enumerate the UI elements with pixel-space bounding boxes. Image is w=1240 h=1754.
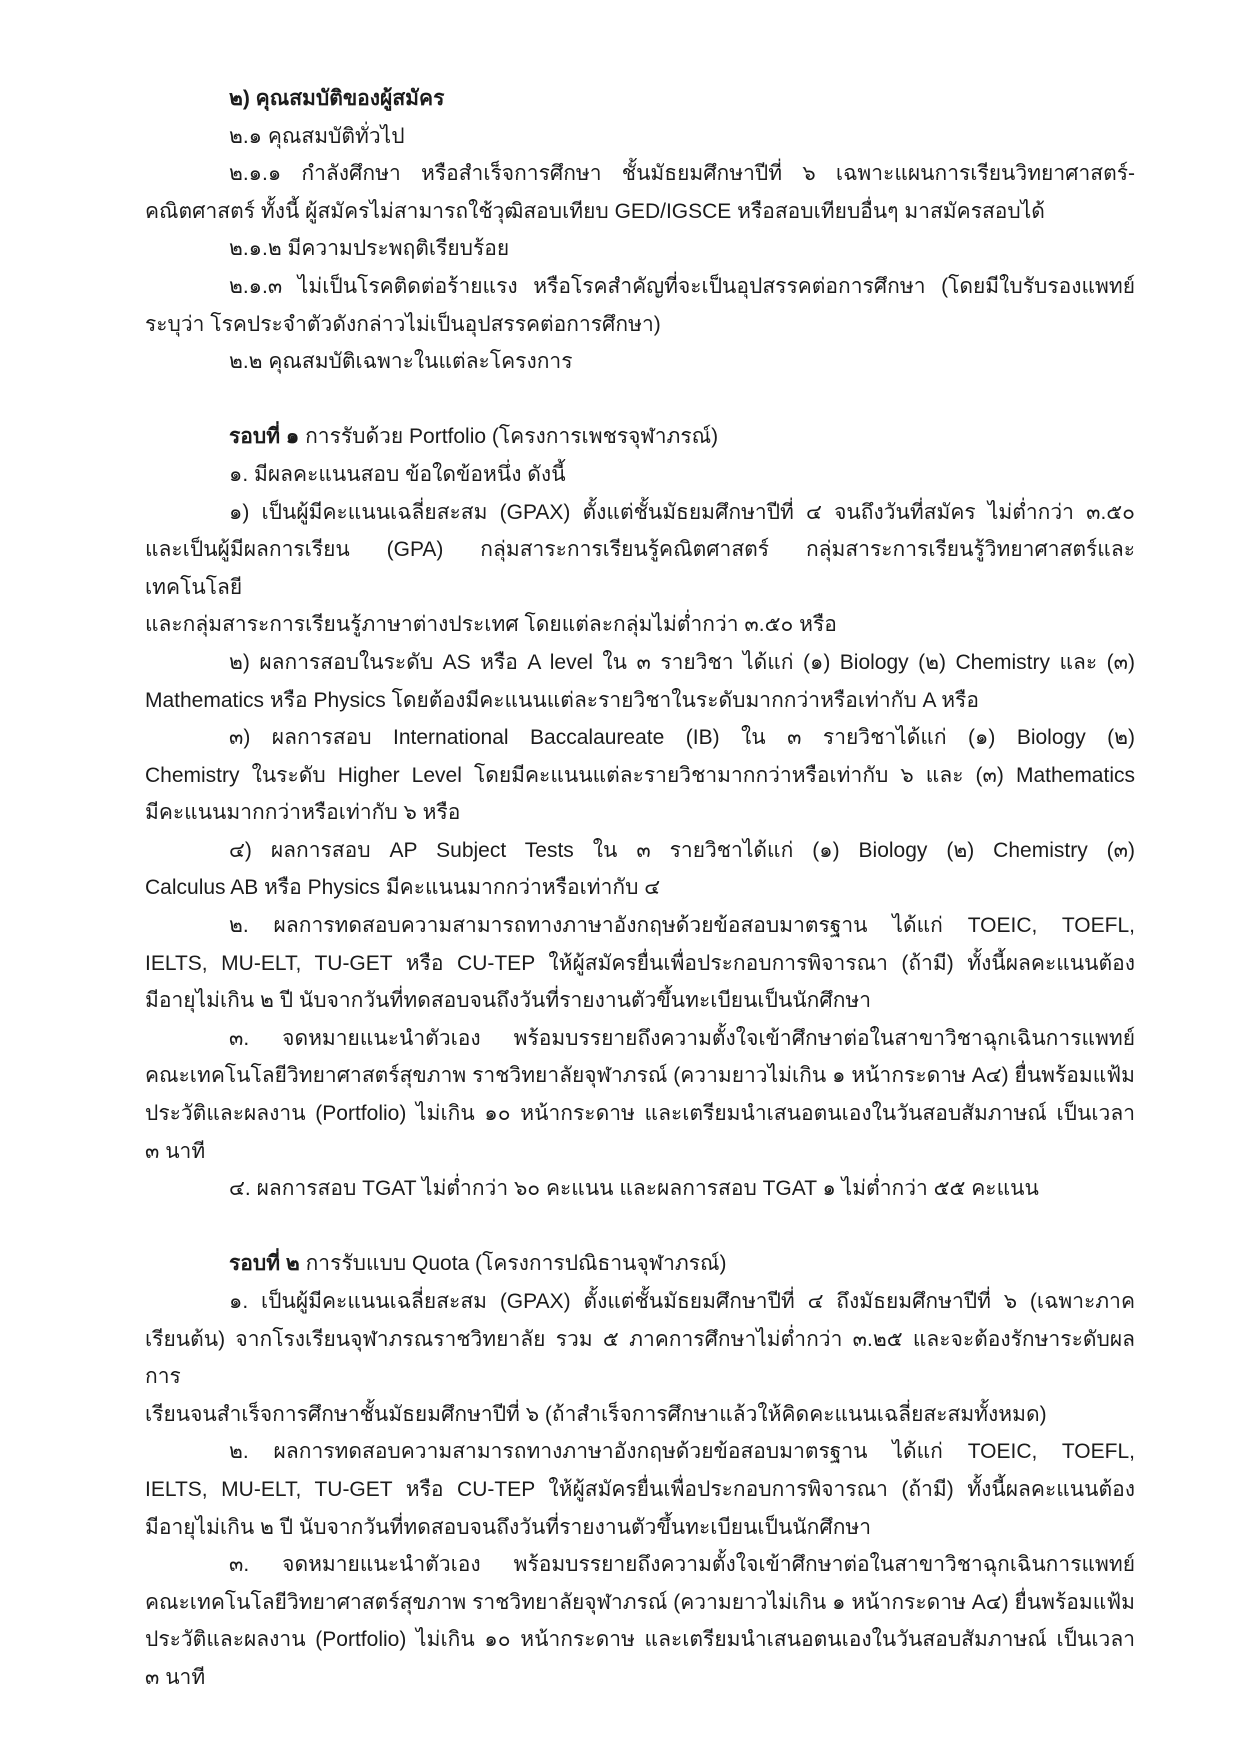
text-line: IELTS, MU-ELT, TU-GET หรือ CU-TEP ให้ผู้สมัครยื่นเพื่อประกอบการพิจารณา (ถ้ามี) ทั้งนี้ผลคะแนนต้อง [145,1477,1135,1501]
blank-line [145,1208,1135,1246]
text-line: มีคะแนนมากกว่าหรือเท่ากับ ๖ หรือ [145,801,461,825]
text-line: ประวัติและผลงาน (Portfolio) ไม่เกิน ๑๐ หน้ากระดาษ และเตรียมนำเสนอตนเองในวันสอบสัมภาษณ์ เป็นเวลา [145,1102,1135,1126]
text-line: Chemistry ในระดับ Higher Level โดยมีคะแนนแต่ละรายวิชามากกว่าหรือเท่ากับ ๖ และ (๓) Mathematics [145,763,1135,787]
text-line: คณะเทคโนโลยีวิทยาศาสตร์สุขภาพ ราชวิทยาลัยจุฬาภรณ์ (ความยาวไม่เกิน ๑ หน้ากระดาษ A๔) ยื่นพร้อมแฟ้ม [145,1590,1135,1614]
text-line: IELTS, MU-ELT, TU-GET หรือ CU-TEP ให้ผู้สมัครยื่นเพื่อประกอบการพิจารณา (ถ้ามี) ทั้งนี้ผลคะแนนต้อง [145,951,1135,975]
text-line: และเป็นผู้มีผลการเรียน (GPA) กลุ่มสาระการเรียนรู้คณิตศาสตร์ กลุ่มสาระการเรียนรู้วิทยาศาสตร์และเทคโนโลยี [145,538,1135,599]
line-text: การรับแบบ Quota (โครงการปณิธานจุฬาภรณ์) [299,1252,727,1276]
text-line: ๑) เป็นผู้มีคะแนนเฉลี่ยสะสม (GPAX) ตั้งแต่ชั้นมัธยมศึกษาปีที่ ๔ จนถึงวันที่สมัคร ไม่ต่ำกว่า ๓.๕๐ [229,500,1135,524]
text-line: ๓. จดหมายแนะนำตัวเอง พร้อมบรรยายถึงความตั้งใจเข้าศึกษาต่อในสาขาวิชาฉุกเฉินการแพทย์ [229,1553,1135,1577]
text-line: เรียนต้น) จากโรงเรียนจุฬาภรณราชวิทยาลัย รวม ๕ ภาคการศึกษาไม่ต่ำกว่า ๓.๒๕ และจะต้องรักษาระดับผลการ [145,1327,1135,1389]
round-heading-label: รอบที่ ๑ [229,425,300,449]
text-line: ๔) ผลการสอบ AP Subject Tests ใน ๓ รายวิชาได้แก่ (๑) Biology (๒) Chemistry (๓) [229,838,1135,862]
text-line: และกลุ่มสาระการเรียนรู้ภาษาต่างประเทศ โดยแต่ละกลุ่มไม่ต่ำกว่า ๓.๕๐ หรือ [145,613,837,637]
text-line: ประวัติและผลงาน (Portfolio) ไม่เกิน ๑๐ หน้ากระดาษ และเตรียมนำเสนอตนเองในวันสอบสัมภาษณ์ เป็นเวลา [145,1628,1135,1652]
text-line: ๓ นาที [145,1665,206,1689]
text-line: ๒.๑ คุณสมบัติทั่วไป [229,124,405,148]
text-line: Calculus AB หรือ Physics มีคะแนนมากกว่าหรือเท่ากับ ๔ [145,876,661,900]
text-line: มีอายุไม่เกิน ๒ ปี นับจากวันที่ทดสอบจนถึงวันที่รายงานตัวขึ้นทะเบียนเป็นนักศึกษา [145,989,872,1013]
text-line: ๓ นาที [145,1139,206,1163]
text-line: ๒. ผลการทดสอบความสามารถทางภาษาอังกฤษด้วยข้อสอบมาตรฐาน ได้แก่ TOEIC, TOEFL, [229,914,1135,938]
text-line: ระบุว่า โรคประจำตัวดังกล่าวไม่เป็นอุปสรรคต่อการศึกษา) [145,312,661,336]
text-line: ๒.๑.๑ กำลังศึกษา หรือสำเร็จการศึกษา ชั้นมัธยมศึกษาปีที่ ๖ เฉพาะแผนการเรียนวิทยาศาสตร์- [229,162,1135,186]
text-line: Mathematics หรือ Physics โดยต้องมีคะแนนแต่ละรายวิชาในระดับมากกว่าหรือเท่ากับ A หรือ [145,688,979,712]
text-line: มีอายุไม่เกิน ๒ ปี นับจากวันที่ทดสอบจนถึงวันที่รายงานตัวขึ้นทะเบียนเป็นนักศึกษา [145,1515,872,1539]
text-line: ๒) ผลการสอบในระดับ AS หรือ A level ใน ๓ รายวิชา ได้แก่ (๑) Biology (๒) Chemistry และ (๓) [229,650,1135,674]
text-line: ๒.๑.๒ มีความประพฤติเรียบร้อย [229,237,510,261]
text-line: ๒.๑.๓ ไม่เป็นโรคติดต่อร้ายแรง หรือโรคสำคัญที่จะเป็นอุปสรรคต่อการศึกษา (โดยมีใบรับรองแพทย์ [229,274,1135,298]
blank-line [145,381,1135,419]
text-line: ๒.๒ คุณสมบัติเฉพาะในแต่ละโครงการ [229,350,573,374]
line-text: การรับด้วย Portfolio (โครงการเพชรจุฬาภรณ์) [299,425,719,449]
text-line: ๒) คุณสมบัติของผู้สมัคร [229,87,445,110]
document-body [145,80,1135,1697]
round-heading-label: รอบที่ ๒ [229,1252,300,1276]
text-line [145,1245,1135,1283]
text-line: คณะเทคโนโลยีวิทยาศาสตร์สุขภาพ ราชวิทยาลัยจุฬาภรณ์ (ความยาวไม่เกิน ๑ หน้ากระดาษ A๔) ยื่นพร้อมแฟ้ม [145,1064,1135,1088]
text-line: ๓) ผลการสอบ International Baccalaureate (IB) ใน ๓ รายวิชาได้แก่ (๑) Biology (๒) [229,726,1135,750]
text-line: คณิตศาสตร์ ทั้งนี้ ผู้สมัครไม่สามารถใช้วุฒิสอบเทียบ GED/IGSCE หรือสอบเทียบอื่นๆ มาสมัครสอบได้ [145,199,1045,223]
text-line: ๑. มีผลคะแนนสอบ ข้อใดข้อหนึ่ง ดังนี้ [229,462,566,486]
text-line: ๑. เป็นผู้มีคะแนนเฉลี่ยสะสม (GPAX) ตั้งแต่ชั้นมัธยมศึกษาปีที่ ๔ ถึงมัธยมศึกษาปีที่ ๖ (เฉพาะภาค [229,1290,1135,1313]
text-line [145,418,1135,456]
text-line: ๒. ผลการทดสอบความสามารถทางภาษาอังกฤษด้วยข้อสอบมาตรฐาน ได้แก่ TOEIC, TOEFL, [229,1440,1135,1464]
text-line: ๔. ผลการสอบ TGAT ไม่ต่ำกว่า ๖๐ คะแนน และผลการสอบ TGAT ๑ ไม่ต่ำกว่า ๕๕ คะแนน [229,1177,1039,1201]
text-line: เรียนจนสำเร็จการศึกษาชั้นมัธยมศึกษาปีที่ ๖ (ถ้าสำเร็จการศึกษาแล้วให้คิดคะแนนเฉลี่ยสะสมทั้งหมด) [145,1402,1047,1426]
text-line: ๓. จดหมายแนะนำตัวเอง พร้อมบรรยายถึงความตั้งใจเข้าศึกษาต่อในสาขาวิชาฉุกเฉินการแพทย์ [229,1026,1135,1050]
